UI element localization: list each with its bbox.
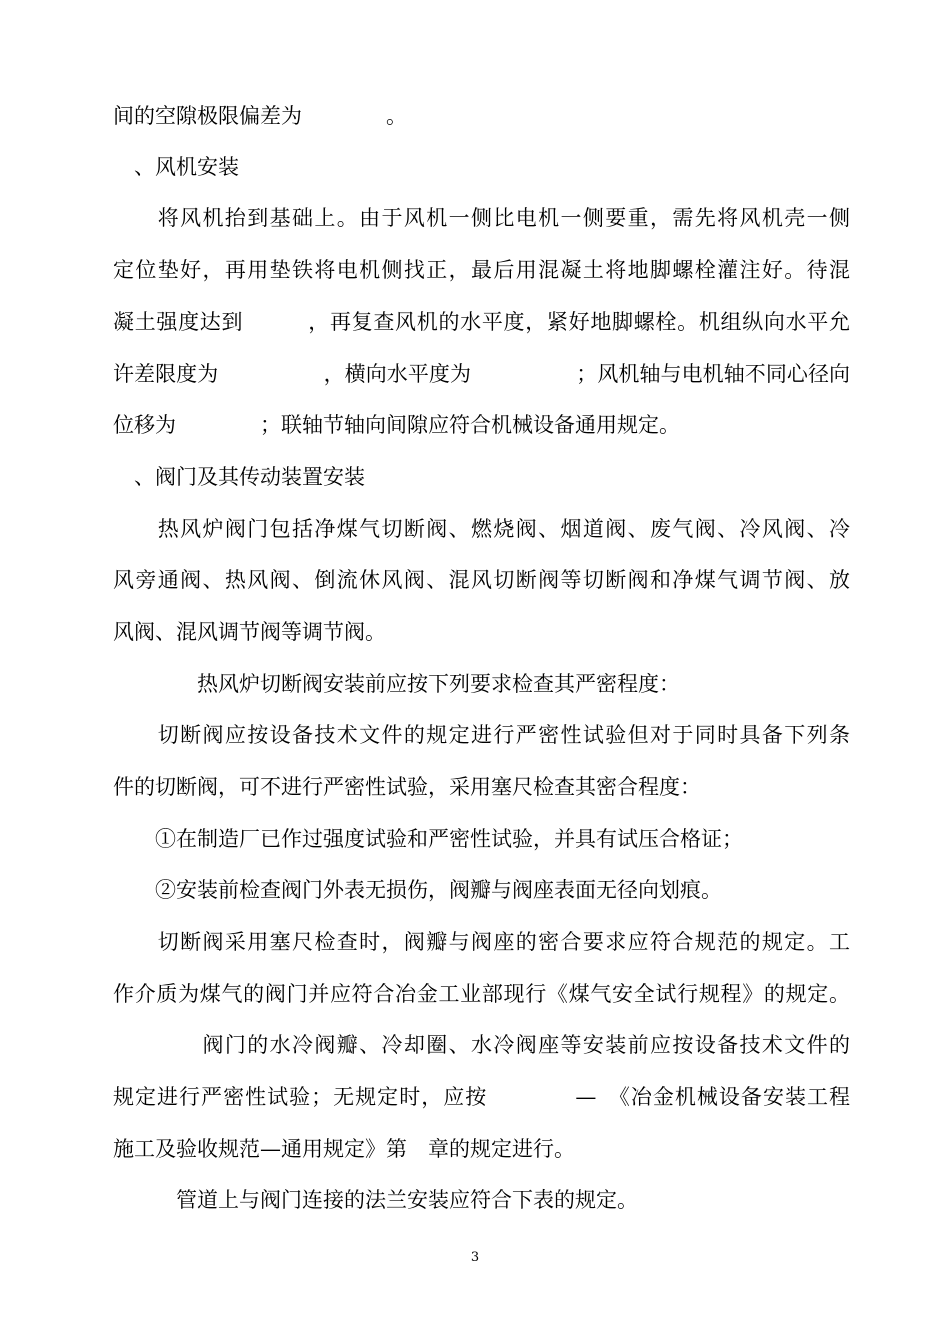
text-line-12: 热风炉切断阀安装前应按下列要求检查其严密程度：	[113, 672, 680, 696]
text-line-10: 风旁通阀、热风阀、倒流休风阀、混风切断阀等切断阀和净煤气调节阀、放	[113, 568, 850, 592]
text-line-6: 许差限度为 ，横向水平度为 ；风机轴与电机轴不同心径向	[113, 362, 850, 386]
text-line-20: 规定进行严密性试验；无规定时，应按 — 《冶金机械设备安装工程	[113, 1085, 850, 1109]
text-line-13: 切断阀应按设备技术文件的规定进行严密性试验但对于同时具备下列条	[113, 723, 850, 747]
text-line-7: 位移为 ；联轴节轴向间隙应符合机械设备通用规定。	[113, 413, 680, 437]
text-line-21: 施工及验收规范—通用规定》第 章的规定进行。	[113, 1137, 575, 1161]
text-line-4: 定位垫好，再用垫铁将电机侧找正，最后用混凝土将地脚螺栓灌注好。待混	[113, 258, 850, 282]
text-line-14: 件的切断阀，可不进行严密性试验，采用塞尺检查其密合程度：	[113, 775, 701, 799]
section-heading-fan-installation: 、风机安装	[113, 155, 239, 179]
page-number: 3	[470, 1250, 480, 1265]
text-line-17: 切断阀采用塞尺检查时，阀瓣与阀座的密合要求应符合规范的规定。工	[113, 930, 850, 954]
text-line-18: 作介质为煤气的阀门并应符合冶金工业部现行《煤气安全试行规程》的规定。	[113, 982, 850, 1006]
text-line-19: 阀门的水冷阀瓣、冷却圈、水冷阀座等安装前应按设备技术文件的	[113, 1033, 850, 1057]
text-line-11: 风阀、混风调节阀等调节阀。	[113, 620, 386, 644]
text-line-1: 间的空隙极限偏差为 。	[113, 104, 407, 128]
section-heading-valve-installation: 、阀门及其传动装置安装	[113, 465, 365, 489]
text-line-5: 凝土强度达到 ，再复查风机的水平度，紧好地脚螺栓。机组纵向水平允	[113, 310, 850, 334]
list-item-2: ②安装前检查阀门外表无损伤，阀瓣与阀座表面无径向划痕。	[113, 878, 722, 902]
text-line-9: 热风炉阀门包括净煤气切断阀、燃烧阀、烟道阀、废气阀、冷风阀、冷	[113, 517, 850, 541]
text-line-22: 管道上与阀门连接的法兰安装应符合下表的规定。	[113, 1188, 638, 1212]
text-line-3: 将风机抬到基础上。由于风机一侧比电机一侧要重，需先将风机壳一侧	[113, 206, 850, 230]
list-item-1: ①在制造厂已作过强度试验和严密性试验，并具有试压合格证；	[113, 827, 743, 851]
